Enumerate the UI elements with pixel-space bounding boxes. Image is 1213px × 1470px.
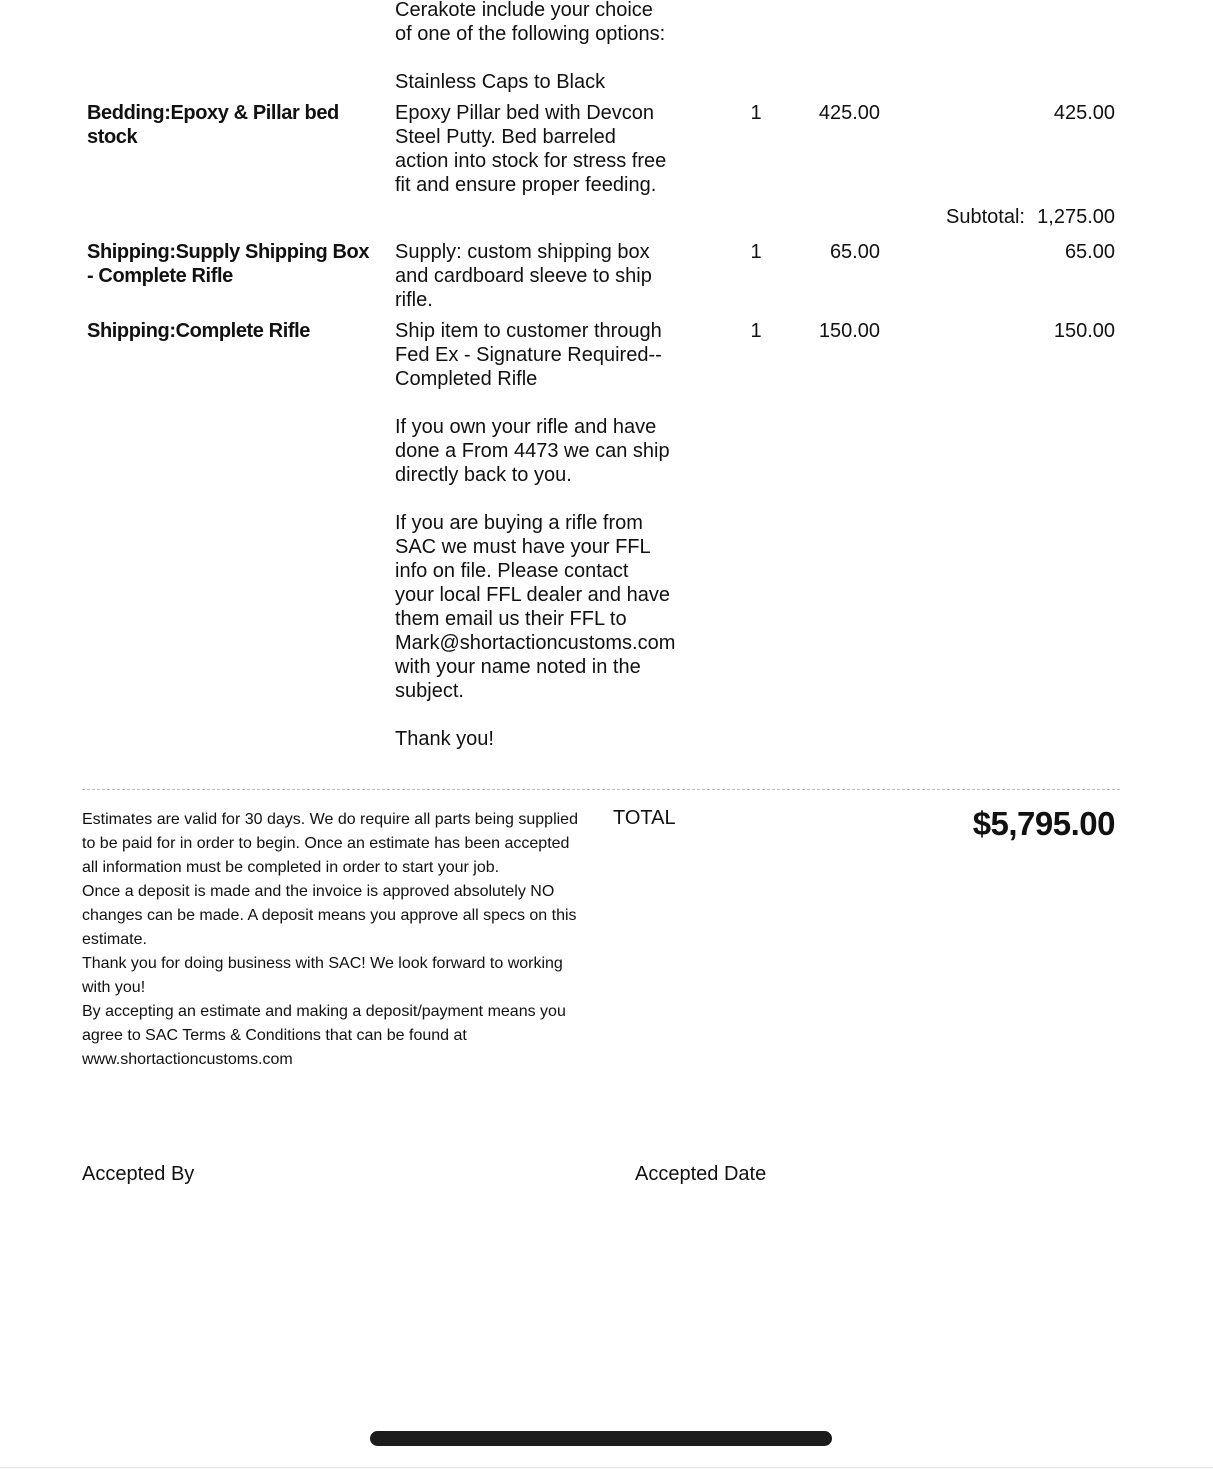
page-bottom-edge	[0, 1467, 1213, 1468]
home-indicator-bar[interactable]	[370, 1431, 832, 1446]
terms-text: Estimates are valid for 30 days. We do require all parts being supplied to be paid for in order to begin. Once an estimate has been accepted all information must be completed in order to start your job. Once a deposit is made and the invoice is approved absolutely NO changes can be made. A deposit means you approve all specs on this estimate. Thank you for doing business with SAC! We look forward to working with you! By accepting an estimate and making a deposit/payment means you agree to SAC Terms & Conditions that can be found at www.shortactioncustoms.com	[82, 811, 578, 1068]
item-amount: 150.00	[1053, 320, 1115, 342]
item-amount: 65.00	[1064, 241, 1115, 263]
total-label: TOTAL	[613, 807, 676, 829]
item-amount: 425.00	[1053, 102, 1115, 124]
item-quantity: 1	[750, 320, 762, 342]
accepted-date-label: Accepted Date	[635, 1163, 767, 1185]
accepted-by-label: Accepted By	[82, 1163, 195, 1185]
total-value: $5,795.00	[972, 805, 1115, 842]
item-quantity: 1	[750, 102, 762, 124]
item-name: Shipping:Supply Shipping Box - Complete Rifle	[87, 241, 370, 287]
item-rate: 150.00	[818, 320, 880, 342]
totals-divider	[82, 789, 1120, 790]
item-rate: 425.00	[818, 102, 880, 124]
item-description: Cerakote include your choice of one of the following options: Stainless Caps to Black	[395, 0, 666, 93]
item-quantity: 1	[750, 241, 762, 263]
item-rate: 65.00	[829, 241, 880, 263]
item-name: Bedding:Epoxy & Pillar bed stock	[87, 102, 339, 148]
item-description: Supply: custom shipping box and cardboard sleeve to ship rifle.	[395, 241, 652, 311]
item-description: Ship item to customer through Fed Ex - Signature Required-- Completed Rifle If you own your rifle and have done a From 4473 we can ship directly back to you. If you are buying a rifle from SAC we must have your FFL info on file. Please contact your local FFL dealer and have them email us their FFL to Mark@shortactioncustoms.com with your name noted in the subject. Thank you!	[395, 320, 676, 750]
subtotal-value: 1,275.00	[1037, 206, 1115, 228]
subtotal-label: Subtotal:	[946, 206, 1025, 228]
item-name: Shipping:Complete Rifle	[87, 320, 311, 342]
item-description: Epoxy Pillar bed with Devcon Steel Putty. Bed barreled action into stock for stress free fit and ensure proper feeding.	[395, 102, 667, 196]
